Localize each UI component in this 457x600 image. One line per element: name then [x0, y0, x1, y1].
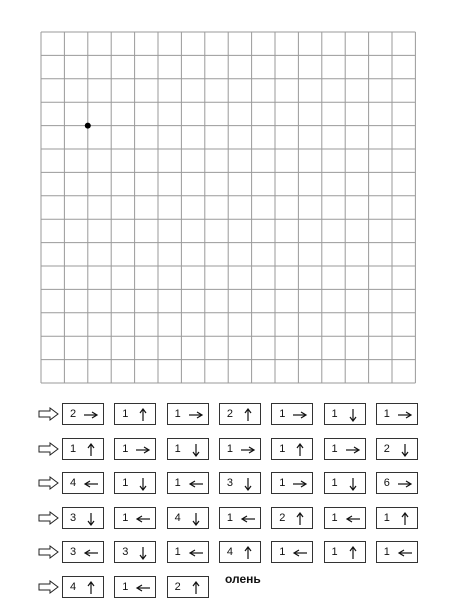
command-cell [167, 507, 209, 529]
row-pointer-arrow-icon [38, 441, 60, 457]
step-count: 1 [122, 511, 129, 524]
command-cell [167, 472, 209, 494]
step-count: 1 [226, 442, 234, 455]
arrow-left-icon [82, 545, 100, 561]
step-count: 1 [226, 511, 234, 524]
arrow-left-icon [134, 511, 152, 527]
command-cell [324, 438, 366, 460]
arrow-down-icon [82, 511, 100, 527]
arrow-left-icon [396, 545, 414, 561]
arrow-right-icon [134, 442, 152, 458]
command-cell [324, 403, 366, 425]
arrow-down-icon [187, 442, 205, 458]
command-cell [324, 472, 366, 494]
arrow-up-icon [187, 580, 205, 596]
command-cell [114, 438, 156, 460]
arrow-up-icon [344, 545, 362, 561]
arrow-down-icon [396, 442, 414, 458]
command-cell [219, 507, 261, 529]
start-point-dot [85, 123, 91, 129]
arrow-up-icon [134, 407, 152, 423]
command-cell [167, 403, 209, 425]
command-cell [167, 438, 209, 460]
step-count: 1 [279, 546, 286, 558]
step-count: 1 [383, 511, 390, 524]
step-count: 1 [331, 546, 338, 558]
command-cell [219, 541, 261, 563]
step-count: 1 [279, 408, 286, 420]
command-cell [376, 507, 418, 529]
command-cell [219, 438, 261, 460]
command-cell [219, 403, 261, 425]
arrow-up-icon [82, 580, 100, 596]
step-count: 4 [226, 546, 234, 558]
step-count: 3 [70, 511, 77, 524]
command-cell [167, 576, 209, 598]
command-cell [114, 541, 156, 563]
arrow-down-icon [134, 545, 152, 561]
command-cell [114, 403, 156, 425]
arrow-down-icon [239, 476, 257, 492]
step-count: 2 [383, 442, 390, 455]
step-count: 1 [174, 477, 181, 489]
picture-caption: олень [225, 572, 261, 586]
step-count: 2 [226, 408, 234, 420]
step-count: 1 [331, 477, 338, 489]
command-cell [376, 438, 418, 460]
step-count: 1 [122, 580, 129, 593]
command-cell [219, 472, 261, 494]
arrow-up-icon [291, 442, 309, 458]
arrow-left-icon [187, 476, 205, 492]
arrow-left-icon [134, 580, 152, 596]
arrow-right-icon [239, 442, 257, 458]
arrow-right-icon [344, 442, 362, 458]
step-count: 1 [383, 546, 390, 558]
row-pointer-arrow-icon [38, 579, 60, 595]
step-count: 1 [70, 442, 77, 455]
arrow-left-icon [344, 511, 362, 527]
step-count: 1 [331, 511, 338, 524]
command-cell [324, 507, 366, 529]
command-cell [62, 438, 104, 460]
step-count: 1 [331, 408, 338, 420]
step-count: 1 [122, 477, 129, 489]
command-cell [271, 472, 313, 494]
arrow-right-icon [396, 407, 414, 423]
step-count: 4 [70, 580, 77, 593]
command-cell [376, 403, 418, 425]
arrow-up-icon [239, 545, 257, 561]
command-cell [271, 507, 313, 529]
step-count: 4 [174, 511, 181, 524]
command-cell [271, 541, 313, 563]
row-pointer-arrow-icon [38, 475, 60, 491]
step-count: 1 [279, 477, 286, 489]
step-count: 2 [70, 408, 77, 420]
step-count: 3 [122, 546, 129, 558]
arrow-up-icon [396, 511, 414, 527]
command-cell [62, 576, 104, 598]
step-count: 3 [226, 477, 234, 489]
step-count: 1 [174, 546, 181, 558]
command-cell [62, 507, 104, 529]
row-pointer-arrow-icon [38, 544, 60, 560]
step-count: 2 [174, 580, 181, 593]
arrow-left-icon [82, 476, 100, 492]
arrow-right-icon [187, 407, 205, 423]
arrow-down-icon [344, 476, 362, 492]
arrow-down-icon [187, 511, 205, 527]
arrow-right-icon [82, 407, 100, 423]
command-cell [62, 472, 104, 494]
arrow-left-icon [187, 545, 205, 561]
command-cell [167, 541, 209, 563]
step-count: 1 [122, 442, 129, 455]
arrow-right-icon [291, 476, 309, 492]
command-cell [62, 541, 104, 563]
step-count: 1 [383, 408, 390, 420]
arrow-right-icon [291, 407, 309, 423]
arrow-up-icon [239, 407, 257, 423]
step-count: 1 [174, 442, 181, 455]
command-cell [324, 541, 366, 563]
step-count: 1 [122, 408, 129, 420]
command-cell [271, 403, 313, 425]
command-cell [62, 403, 104, 425]
arrow-down-icon [134, 476, 152, 492]
step-count: 1 [331, 442, 338, 455]
step-count: 3 [70, 546, 77, 558]
command-cell [271, 438, 313, 460]
arrow-right-icon [396, 476, 414, 492]
arrow-down-icon [344, 407, 362, 423]
arrow-left-icon [239, 511, 257, 527]
row-pointer-arrow-icon [38, 510, 60, 526]
command-cell [114, 472, 156, 494]
arrow-up-icon [291, 511, 309, 527]
command-cell [114, 507, 156, 529]
row-pointer-arrow-icon [38, 406, 60, 422]
step-count: 1 [279, 442, 286, 455]
step-count: 6 [383, 477, 390, 489]
command-cell [376, 541, 418, 563]
arrow-up-icon [82, 442, 100, 458]
command-cell [114, 576, 156, 598]
step-count: 4 [70, 477, 77, 489]
arrow-left-icon [291, 545, 309, 561]
command-cell [376, 472, 418, 494]
step-count: 1 [174, 408, 181, 420]
step-count: 2 [279, 511, 286, 524]
